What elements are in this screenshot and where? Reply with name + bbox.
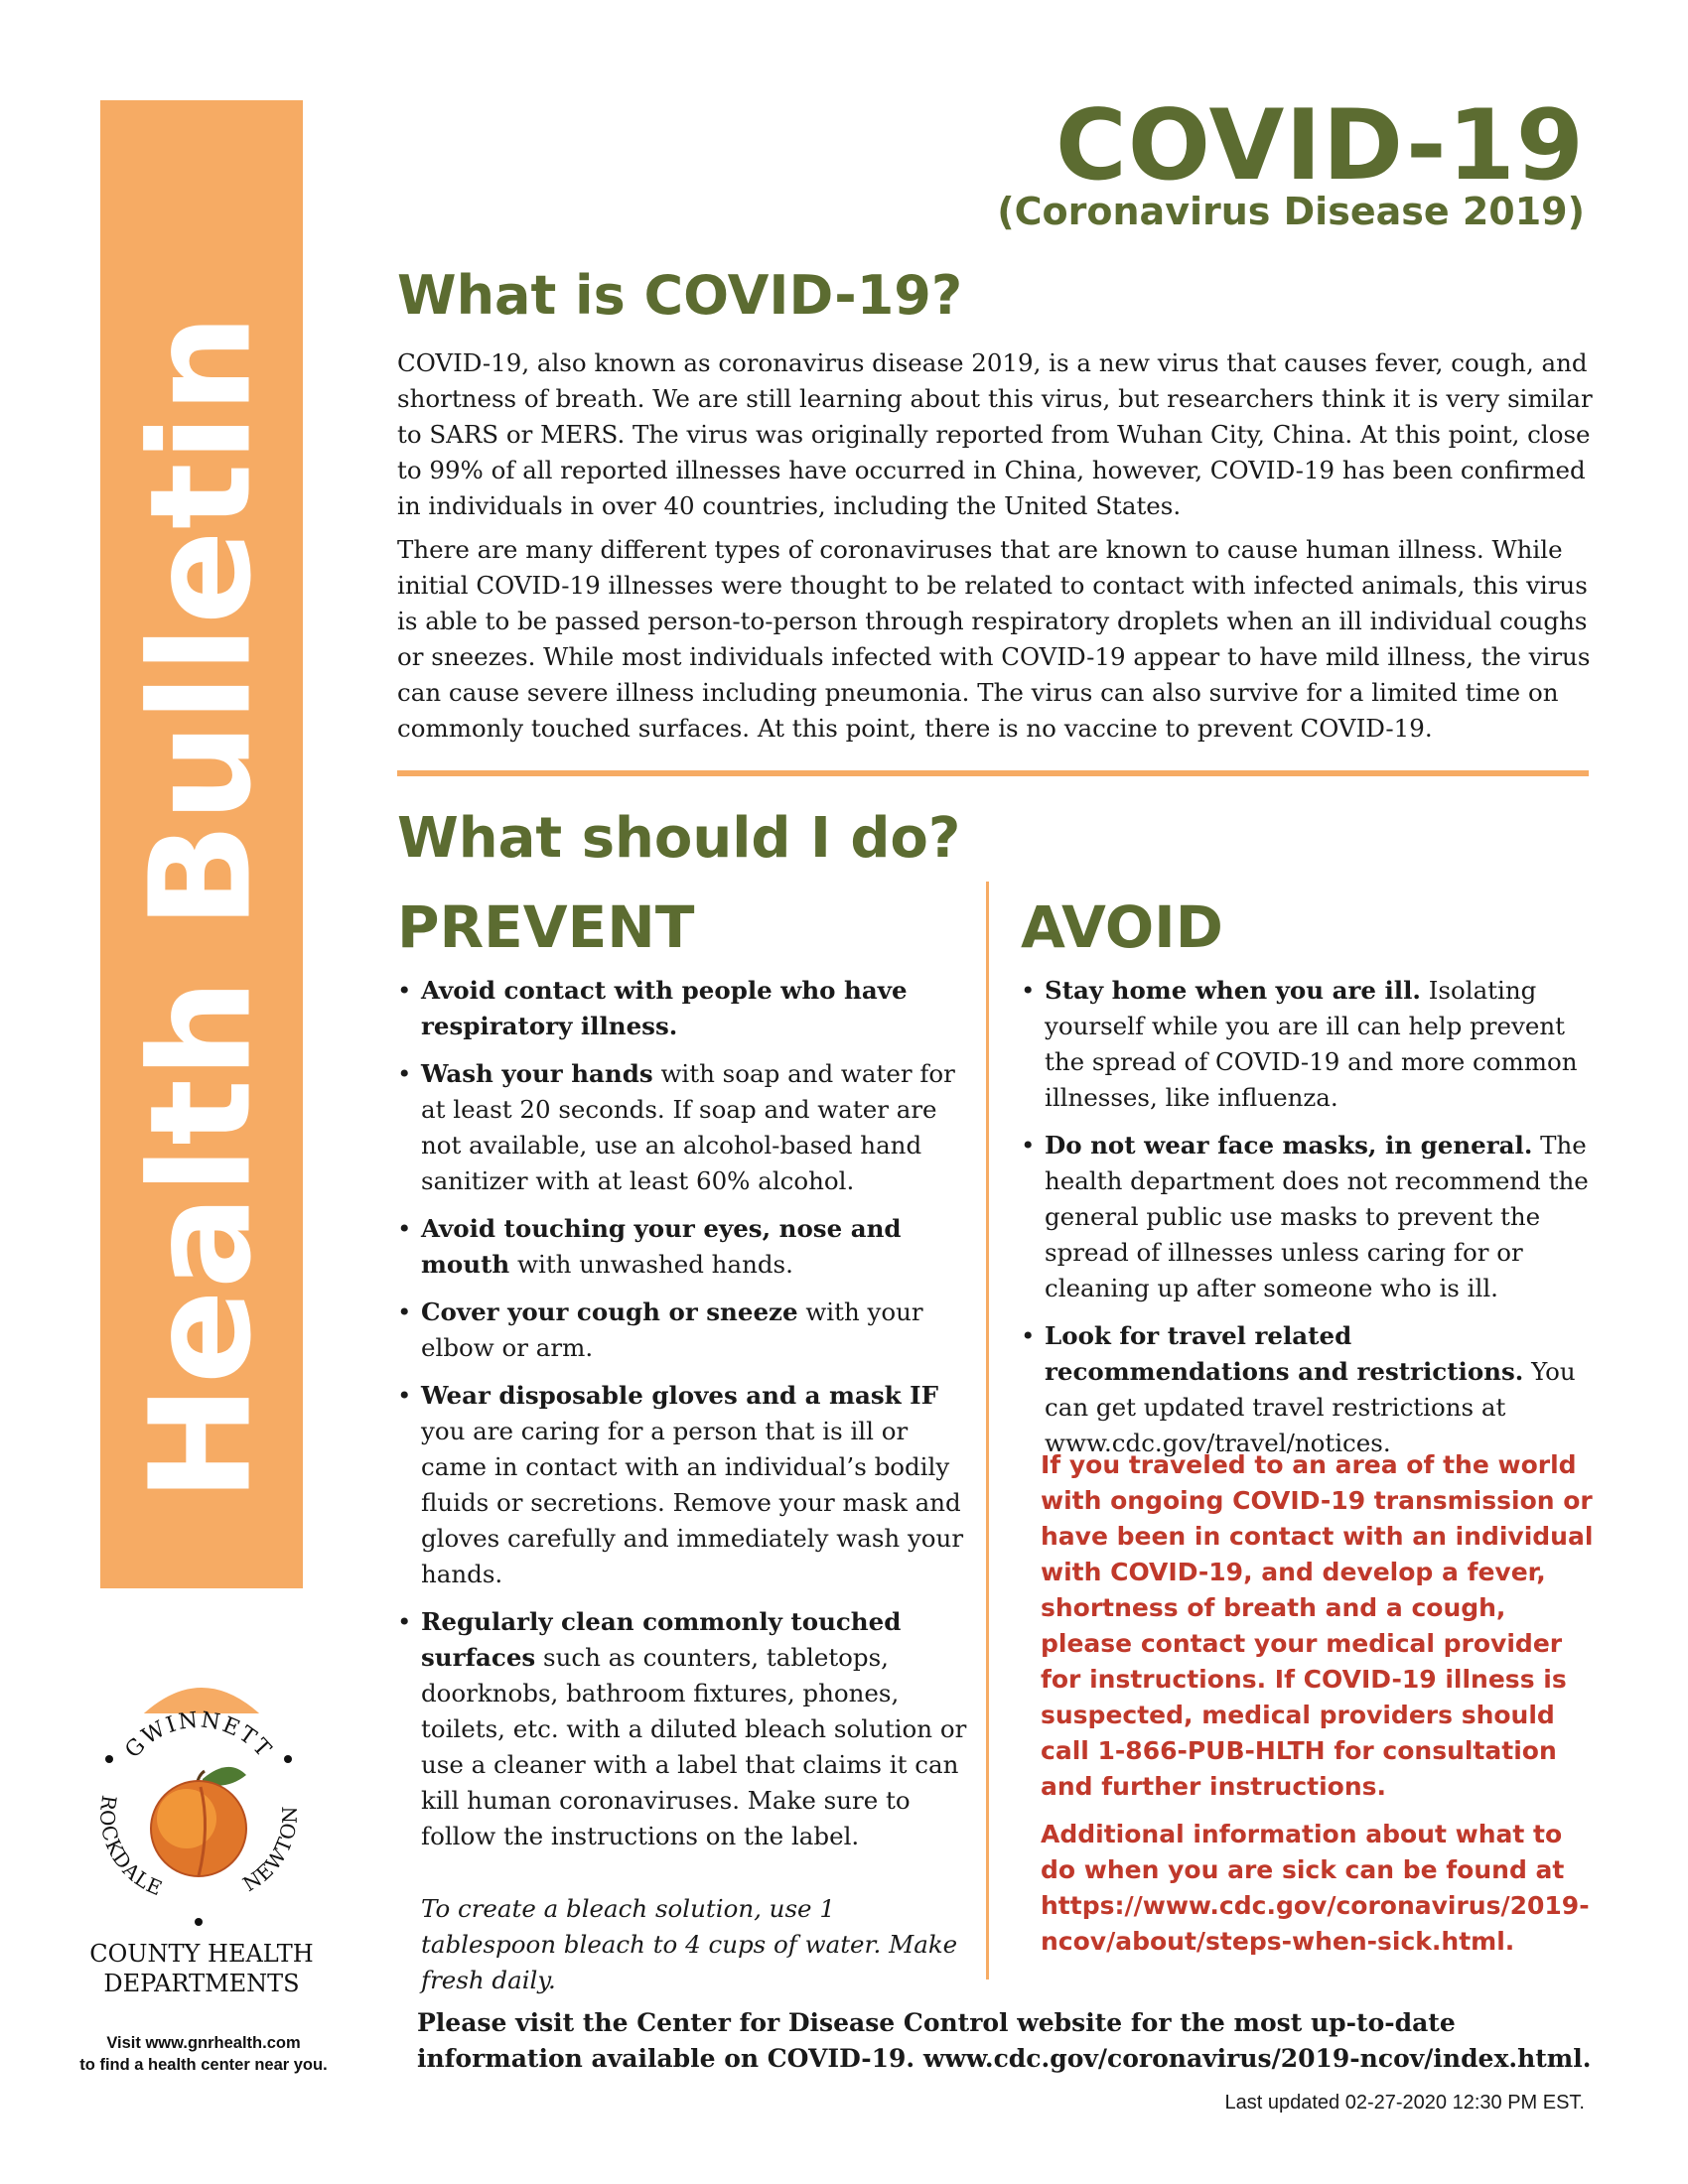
last-updated: Last updated 02-27-2020 12:30 PM EST.	[1224, 2092, 1585, 2114]
logo-caption-line2: DEPARTMENTS	[103, 1970, 300, 1997]
column-divider	[986, 882, 989, 1979]
svg-text:NEWTON	[238, 1805, 301, 1896]
section-divider	[397, 770, 1589, 776]
page-title: COVID-19	[1055, 89, 1585, 203]
svg-text:GWINNETT	[120, 1707, 276, 1763]
avoid-list	[1021, 973, 1597, 1473]
visit-note	[40, 2032, 367, 2076]
bleach-note: To create a bleach solution, use 1 tablespoon bleach to 4 cups of water. Make fresh daily.	[421, 1894, 958, 1994]
logo-caption-line1: COUNTY HEALTH	[89, 1940, 314, 1968]
prevent-list	[397, 973, 973, 1866]
sick-info-link[interactable]: Additional information about what to do when you are sick can be found at https://www.cdc.gov/coronavirus/2019-ncov/about/steps-when-sick.html.	[1041, 1820, 1590, 1956]
prevent-heading: PREVENT	[397, 893, 695, 961]
visit-line2: to find a health center near you.	[79, 2056, 328, 2074]
banner-title: Health Bulletin	[120, 313, 283, 1502]
logo-left-text: ROCKDALE	[95, 1793, 167, 1901]
intro-paragraph: COVID-19, also known as coronavirus disease 2019, is a new virus that causes fever, cough, and shortness of breath. We are still learning about this virus, but researchers think it is very similar to SARS or MERS. The virus was originally reported from Wuhan City, China. At this point, close to 99% of all reported illnesses have occurred in China, however, COVID-19 has been confirmed in individuals in over 40 countries, including the United States.	[397, 348, 1593, 520]
list-item: • Look for travel related recommendations and restrictions. You can get updated travel restrictions at www.cdc.gov/travel/notices.	[1021, 1318, 1597, 1461]
county-logo	[79, 1688, 318, 1936]
page-subtitle: (Coronavirus Disease 2019)	[997, 190, 1585, 233]
footer-note: Please visit the Center for Disease Control website for the most up-to-date information available on COVID-19. www.cdc.gov/coronavirus/2019-ncov/index.html.	[417, 2008, 1592, 2073]
list-item: • Do not wear face masks, in general. The health department does not recommend the general public use masks to prevent the spread of illnesses unless caring for or cleaning up after someone who is ill.	[1021, 1128, 1597, 1306]
do-heading: What should I do?	[397, 806, 961, 871]
peach-icon	[151, 1767, 246, 1876]
logo-top-text: GWINNETT	[120, 1707, 277, 1764]
what-heading: What is COVID-19?	[397, 264, 963, 327]
list-item: • Avoid touching your eyes, nose and mouth with unwashed hands.	[397, 1211, 973, 1283]
list-item: • Wear disposable gloves and a mask IF you are caring for a person that is ill or came in contact with an individual’s bodily fluids or secretions. Remove your mask and gloves carefully and immediately wash your hands.	[397, 1378, 973, 1592]
list-item: • Avoid contact with people who have respiratory illness.	[397, 973, 973, 1044]
list-item: • Stay home when you are ill. Isolating yourself while you are ill can help prevent the spread of COVID-19 and more common illnesses, like influenza.	[1021, 973, 1597, 1116]
list-item: • Wash your hands with soap and water for at least 20 seconds. If soap and water are not available, use an alcohol-based hand sanitizer with at least 60% alcohol.	[397, 1056, 973, 1199]
logo-caption	[58, 1939, 346, 1998]
avoid-heading: AVOID	[1021, 893, 1223, 961]
logo-right-text: NEWTON	[238, 1805, 302, 1897]
list-item: • Cover your cough or sneeze with your elbow or arm.	[397, 1295, 973, 1366]
visit-line1: Visit www.gnrhealth.com	[106, 2034, 301, 2052]
details-paragraph: There are many different types of coronaviruses that are known to cause human illness. While initial COVID-19 illnesses were thought to be related to contact with infected animals, this virus is able to be passed person-to-person through respiratory droplets when an ill individual coughs or sneezes. While most individuals infected with COVID-19 appear to have mild illness, the virus can cause severe illness including pneumonia. The virus can also survive for a limited time on commonly touched surfaces. At this point, there is no vaccine to prevent COVID-19.	[397, 535, 1591, 743]
list-item: • Regularly clean commonly touched surfaces such as counters, tabletops, doorknobs, bathroom fixtures, phones, toilets, etc. with a diluted bleach solution or use a cleaner with a label that claims it can kill human coronaviruses. Make sure to follow the instructions on the label.	[397, 1604, 973, 1854]
travel-alert: If you traveled to an area of the world with ongoing COVID-19 transmission or have been in contact with an individual with COVID-19, and develop a fever, shortness of breath and a cough, please contact your medical provider for instructions. If COVID-19 illness is suspected, medical providers should call 1-866-PUB-HLTH for consultation and further instructions.	[1041, 1450, 1594, 1801]
